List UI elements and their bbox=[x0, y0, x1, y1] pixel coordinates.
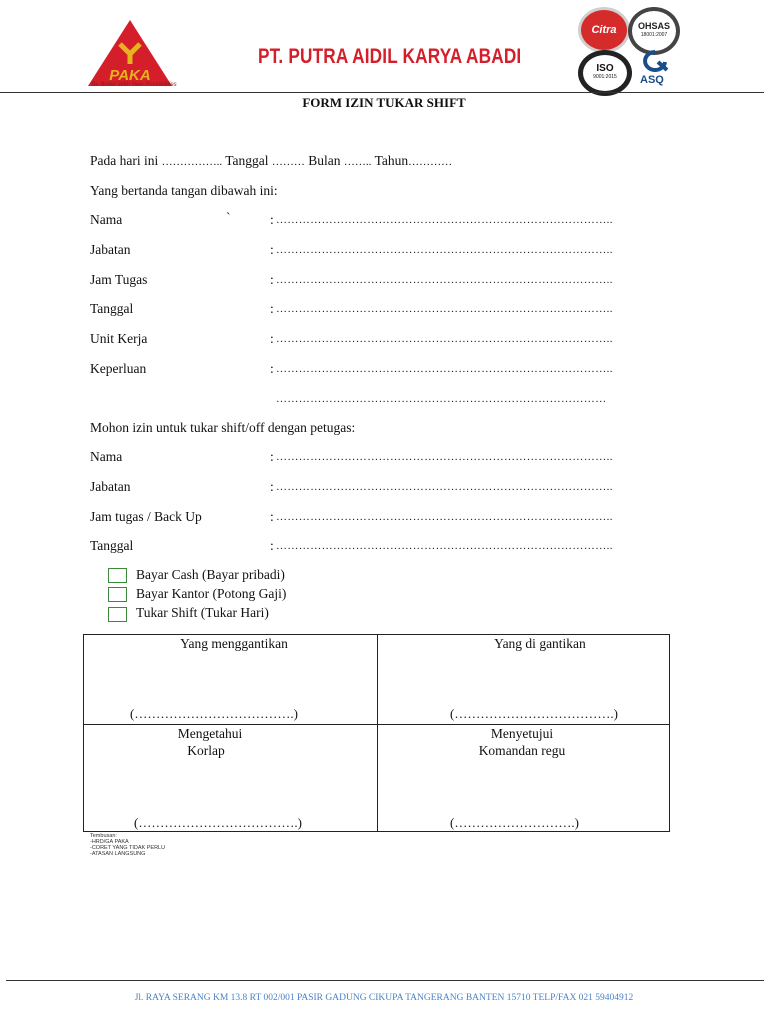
field-colon: : bbox=[270, 242, 274, 257]
svg-text:PAKA: PAKA bbox=[109, 67, 151, 84]
distribution-notes: Tembusan: -HRD/GA PAKA -CORET YANG TIDAK PERLU -ATASAN LANGSUNG bbox=[90, 833, 166, 857]
form-title: FORM IZIN TUKAR SHIFT bbox=[302, 95, 466, 110]
field-colon: : bbox=[270, 212, 274, 227]
logo-tagline: Be Better With New Possibilities bbox=[91, 82, 177, 88]
field-input-petugas-tanggal[interactable]: …………………………………………………………………………….. bbox=[276, 540, 613, 552]
table-divider bbox=[377, 634, 378, 832]
footer-divider bbox=[6, 980, 764, 981]
field-colon: : bbox=[270, 509, 274, 524]
sig-heading-komandan-regu: Komandan regu bbox=[478, 743, 566, 758]
ohsas-certification-badge: OHSAS 18001:2007 bbox=[628, 7, 680, 55]
iso-certification-badge: ISO 9001:2015 bbox=[578, 50, 632, 96]
field-colon: : bbox=[270, 331, 274, 346]
sig-heading-korlap: Korlap bbox=[187, 743, 225, 758]
field-input-jam-tugas[interactable]: …………………………………………………………………………….. bbox=[276, 274, 613, 286]
sig-heading-mengetahui: Mengetahui bbox=[177, 726, 243, 741]
field-label-petugas-jabatan: Jabatan bbox=[90, 479, 131, 494]
field-label-jabatan: Jabatan bbox=[90, 242, 131, 257]
field-colon: : bbox=[270, 479, 274, 494]
field-colon: : bbox=[270, 361, 274, 376]
field-label-jam-tugas: Jam Tugas bbox=[90, 272, 148, 287]
field-input-petugas-jabatan[interactable]: …………………………………………………………………………….. bbox=[276, 481, 613, 493]
field-label-keperluan: Keperluan bbox=[90, 361, 147, 376]
option-label-tukar-shift: Tukar Shift (Tukar Hari) bbox=[136, 605, 269, 620]
field-colon: : bbox=[270, 538, 274, 553]
field-input-keperluan-continued[interactable]: …………………………………………………………………………… bbox=[276, 393, 607, 405]
field-label-petugas-tanggal: Tanggal bbox=[90, 538, 134, 553]
signature-blank-menggantikan[interactable]: (……………………………….) bbox=[130, 706, 298, 721]
table-divider bbox=[83, 724, 670, 725]
field-input-petugas-nama[interactable]: …………………………………………………………………………….. bbox=[276, 451, 613, 463]
field-label-jam-tugas-backup: Jam tugas / Back Up bbox=[90, 509, 202, 524]
stray-mark: ` bbox=[226, 210, 231, 225]
company-logo bbox=[84, 18, 176, 90]
checkbox-bayar-kantor[interactable] bbox=[108, 587, 127, 602]
field-colon: : bbox=[270, 272, 274, 287]
checkbox-tukar-shift[interactable] bbox=[108, 607, 127, 622]
section2-intro: Mohon izin untuk tukar shift/off dengan petugas: bbox=[90, 420, 356, 435]
field-input-jam-tugas-backup[interactable]: …………………………………………………………………………….. bbox=[276, 511, 613, 523]
field-label-petugas-nama: Nama bbox=[90, 449, 123, 464]
field-input-jabatan[interactable]: …………………………………………………………………………….. bbox=[276, 244, 613, 256]
date-line: Pada hari ini …………….. Tanggal ……… Bulan …….. Tahun………… bbox=[90, 153, 453, 168]
field-colon: : bbox=[270, 449, 274, 464]
asq-logo-icon bbox=[640, 50, 670, 72]
signature-blank-korlap[interactable]: (……………………………….) bbox=[134, 815, 302, 830]
sig-heading-yang-di-gantikan: Yang di gantikan bbox=[494, 636, 586, 651]
sig-heading-menyetujui: Menyetujui bbox=[490, 726, 554, 741]
section1-intro: Yang bertanda tangan dibawah ini: bbox=[90, 183, 278, 198]
signature-blank-di-gantikan[interactable]: (……………………………….) bbox=[450, 706, 618, 721]
field-input-unit-kerja[interactable]: …………………………………………………………………………….. bbox=[276, 333, 613, 345]
citra-certification-badge: Citra bbox=[578, 7, 630, 53]
company-address: Jl. RAYA SERANG KM 13.8 RT 002/001 PASIR GADUNG CIKUPA TANGERANG BANTEN 15710 TELP/FAX 021 59404912 bbox=[134, 993, 634, 1003]
field-input-nama[interactable]: …………………………………………………………………………….. bbox=[276, 214, 613, 226]
field-colon: : bbox=[270, 301, 274, 316]
field-label-nama: Nama bbox=[90, 212, 123, 227]
field-input-keperluan[interactable]: …………………………………………………………………………….. bbox=[276, 363, 613, 375]
signature-blank-komandan-regu[interactable]: (……………………….) bbox=[450, 815, 579, 830]
header-divider bbox=[0, 92, 764, 93]
field-label-tanggal: Tanggal bbox=[90, 301, 134, 316]
field-label-unit-kerja: Unit Kerja bbox=[90, 331, 148, 346]
option-label-bayar-cash: Bayar Cash (Bayar pribadi) bbox=[136, 567, 285, 582]
checkbox-bayar-cash[interactable] bbox=[108, 568, 127, 583]
company-name: PT. PUTRA AIDIL KARYA ABADI bbox=[258, 45, 522, 68]
option-label-bayar-kantor: Bayar Kantor (Potong Gaji) bbox=[136, 586, 287, 601]
field-input-tanggal[interactable]: …………………………………………………………………………….. bbox=[276, 303, 613, 315]
asq-label: ASQ bbox=[640, 74, 664, 86]
sig-heading-yang-menggantikan: Yang menggantikan bbox=[180, 636, 288, 651]
